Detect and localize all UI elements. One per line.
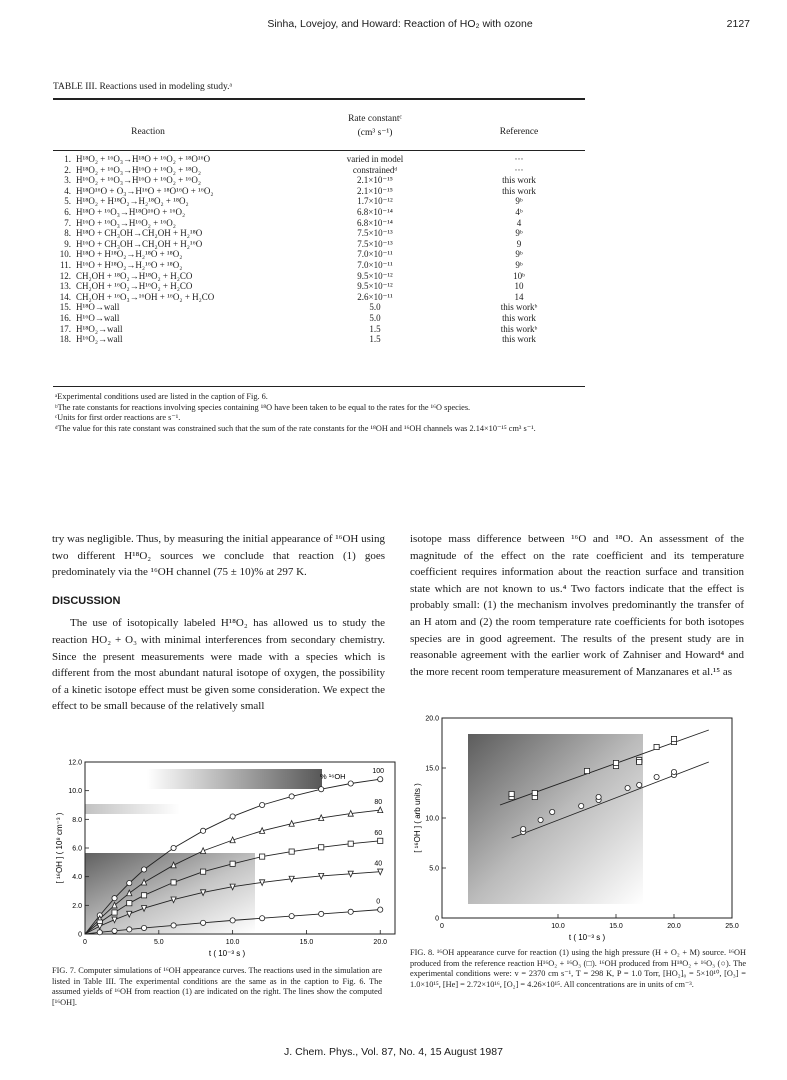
reference: 14	[514, 291, 524, 302]
table-row	[53, 249, 585, 260]
table-row	[53, 239, 585, 250]
reference: this workᵇ	[500, 323, 538, 334]
scan-shading	[468, 734, 643, 904]
row-number: 16.	[59, 312, 71, 323]
reference: ···	[514, 164, 524, 175]
x-tick-label: 5.0	[153, 939, 164, 946]
scan-shading	[85, 804, 180, 814]
x-tick-label: 15.0	[299, 939, 314, 946]
reaction: H¹⁸O₂ + ¹⁶O₃→H¹⁶O + ¹⁶O₂ + ¹⁸O₂	[76, 164, 201, 175]
x-tick-label: 10.0	[551, 923, 565, 930]
y-tick-label: 8.0	[72, 816, 82, 824]
page-number: 2127	[726, 18, 750, 30]
data-point	[200, 920, 205, 925]
x-axis-label: t ( 10⁻³ s )	[208, 949, 246, 958]
y-tick-label: 5.0	[429, 865, 439, 873]
reaction: H¹⁸O₂ + ¹⁶O₃→H¹⁸O + ¹⁶O₂ + ¹⁸O¹⁶O	[76, 154, 211, 164]
data-point	[200, 828, 205, 833]
series-label: 0	[376, 898, 381, 906]
table-rule	[53, 386, 585, 387]
data-point	[596, 794, 601, 799]
data-point	[112, 896, 117, 901]
reference: 9ᵇ	[515, 228, 523, 239]
reaction: H¹⁶O₂→wall	[76, 334, 123, 345]
reaction: H¹⁶O→wall	[76, 312, 120, 323]
y-tick-label: 0	[435, 915, 439, 923]
data-point	[378, 807, 383, 813]
legend-title: % ¹⁶OH	[320, 772, 346, 781]
y-tick-label: 20.0	[425, 715, 439, 723]
reaction: H¹⁸O + ¹⁶O₃→H¹⁸O¹⁶O + ¹⁶O₂	[76, 206, 186, 217]
rate-constant: 7.5×10⁻¹³	[357, 238, 393, 249]
data-point	[671, 769, 676, 774]
table-header	[53, 100, 585, 151]
table-row	[53, 292, 585, 303]
table-row	[53, 165, 585, 176]
data-point	[171, 923, 176, 928]
row-number: 1.	[64, 154, 71, 164]
x-tick-label: 20.0	[667, 923, 681, 930]
reaction: CH₂OH + ¹⁶O₂→H¹⁶O₂ + H₂CO	[76, 281, 193, 292]
reference: 10ᵇ	[513, 270, 525, 281]
rate-constant: varied in model	[346, 154, 404, 164]
data-point	[579, 803, 584, 808]
data-point	[654, 744, 659, 749]
data-point	[538, 817, 543, 822]
data-point	[378, 838, 383, 843]
data-point	[319, 845, 324, 850]
y-axis-label: [ ¹⁶OH ] ( 10⁸ cm⁻³ )	[55, 812, 64, 884]
fig8-caption: FIG. 8. ¹⁶OH appearance curve for reaction (1) using the high pressure (H + O₂ + M) source. ¹⁶OH produced from the reference reaction H¹⁶O₂ + ¹⁶O₃ (□). ¹⁶OH produced from H¹⁸O₂ + ¹⁶O₃ (○). The experimental conditions were: v = 2370 cm s⁻¹, T = 298 K, P = 1.0 Torr, [HO₂]₀ = 5×10¹⁰, [O₃] = 1.0×10¹⁵, [He] = 2.72×10¹⁶, [O₂] = 4.26×10¹⁵. All concentrations are in units of cm⁻³.	[410, 948, 746, 989]
rate-constant: 6.8×10⁻¹⁴	[357, 206, 393, 217]
rate-constant: 6.8×10⁻¹⁴	[357, 217, 393, 228]
y-tick-label: 15.0	[425, 765, 439, 773]
reference: this work	[502, 334, 536, 345]
row-number: 9.	[64, 238, 71, 249]
table-note: ᵇThe rate constants for reactions involving species containing ¹⁸O have been taken to be equal to the rates for the ¹⁶O species.	[55, 402, 471, 412]
table-row	[53, 334, 585, 345]
data-point	[625, 785, 630, 790]
col-header-rate: Rate constantᶜ	[348, 114, 402, 124]
table-row	[53, 196, 585, 207]
reaction: H¹⁶O + H¹⁸O₂→H₂¹⁶O + ¹⁸O₂	[76, 259, 183, 270]
y-axis-label: [ ¹⁶OH ] ( arb units )	[413, 783, 422, 853]
fig8-chart	[410, 708, 746, 948]
series-label: 100	[372, 768, 385, 776]
table-row	[53, 154, 585, 165]
table-note: ᵈThe value for this rate constant was constrained such that the sum of the rate constants for the ¹⁸OH and ¹⁶OH channels was 2.14×10⁻¹⁵ cm³ s⁻¹.	[55, 423, 536, 433]
series-label: 40	[374, 860, 383, 868]
rate-constant: 1.7×10⁻¹²	[357, 196, 393, 207]
table-row	[53, 324, 585, 335]
data-point	[319, 787, 324, 792]
rate-constant: 9.5×10⁻¹²	[357, 281, 393, 292]
data-point	[141, 867, 146, 872]
reference: this work	[502, 312, 536, 323]
row-number: 18.	[59, 334, 71, 345]
series-labels	[372, 768, 384, 905]
table-notes	[55, 392, 580, 434]
row-number: 2.	[64, 164, 71, 175]
reference: 9ᵇ	[515, 196, 523, 207]
data-point	[260, 802, 265, 807]
data-point	[127, 927, 132, 932]
y-tick-label: 2.0	[72, 902, 82, 910]
table-row	[53, 175, 585, 186]
y-tick-label: 0	[78, 931, 82, 939]
data-point	[230, 814, 235, 819]
rate-constant: 2.1×10⁻¹⁵	[357, 175, 393, 186]
reaction: H¹⁸O₂ + H¹⁸O₂→H₂¹⁸O₂ + ¹⁸O₂	[76, 196, 189, 207]
reaction: H¹⁸O + CH₃OH→CH₂OH + H₂¹⁸O	[76, 228, 203, 239]
rate-constant: 1.5	[369, 323, 381, 334]
row-number: 7.	[64, 217, 71, 228]
row-number: 3.	[64, 175, 71, 186]
data-point	[289, 849, 294, 854]
row-number: 15.	[59, 302, 71, 313]
data-point	[509, 791, 514, 796]
col-header-rate-units: (cm³ s⁻¹)	[357, 128, 393, 138]
col-header-reaction: Reaction	[131, 127, 165, 137]
table-row	[53, 260, 585, 271]
data-point	[260, 854, 265, 859]
data-point	[112, 928, 117, 933]
right-column	[410, 531, 744, 680]
data-point	[637, 759, 642, 764]
reference: this workᵇ	[500, 302, 538, 313]
y-tick-label: 10.0	[425, 815, 439, 823]
reference: ···	[514, 154, 524, 164]
reference: 10	[514, 281, 524, 292]
y-tick-label: 12.0	[68, 759, 82, 767]
row-number: 11.	[60, 259, 71, 270]
rate-constant: 1.5	[369, 334, 381, 345]
data-point	[637, 782, 642, 787]
reaction: H¹⁸O + H¹⁸O₂→H₂¹⁸O + ¹⁸O₂	[76, 249, 183, 260]
fig7-chart	[52, 756, 388, 962]
data-point	[378, 907, 383, 912]
x-tick-label: 0	[83, 939, 87, 946]
data-point	[584, 768, 589, 773]
rate-constant: 5.0	[369, 312, 381, 323]
data-point	[521, 826, 526, 831]
data-point	[378, 777, 383, 782]
data-point	[348, 909, 353, 914]
reference: 4	[516, 217, 522, 228]
rate-constant: 9.5×10⁻¹²	[357, 270, 393, 281]
left-column	[52, 531, 385, 715]
row-number: 10.	[59, 249, 71, 260]
series-label: 80	[374, 799, 383, 807]
y-tick-label: 10.0	[68, 788, 82, 796]
y-tick-label: 6.0	[72, 845, 82, 853]
row-number: 8.	[64, 228, 71, 239]
reaction: H¹⁸O₂→wall	[76, 323, 123, 334]
data-point	[171, 845, 176, 850]
data-point	[171, 880, 176, 885]
reaction: H¹⁸O¹⁶O + O₃→H¹⁶O + ¹⁸O¹⁶O + ¹⁶O₂	[76, 185, 214, 196]
table-body	[53, 151, 585, 345]
reaction: CH₂OH + ¹⁸O₂→H¹⁸O₂ + H₂CO	[76, 270, 193, 281]
data-point	[348, 781, 353, 786]
data-point	[141, 925, 146, 930]
reference: 4ᵇ	[515, 206, 523, 217]
rate-constant: 5.0	[369, 302, 381, 313]
reaction: H¹⁶O₂ + ¹⁶O₃→H¹⁶O + ¹⁶O₂ + ¹⁶O₂	[76, 175, 201, 186]
rate-constant: constrainedᵈ	[352, 164, 398, 175]
table-note: ᵃExperimental conditions used are listed in the caption of Fig. 6.	[55, 392, 268, 401]
reference: this work	[502, 185, 536, 196]
x-tick-label: 20.0	[373, 939, 388, 946]
rate-constant: 7.5×10⁻¹³	[357, 228, 393, 239]
col-header-reference: Reference	[499, 127, 539, 137]
data-point	[200, 869, 205, 874]
x-axis-label: t ( 10⁻³ s )	[568, 933, 606, 942]
table-row	[53, 281, 585, 292]
data-point	[613, 760, 618, 765]
paragraph: The use of isotopically labeled H¹⁸O₂ has allowed us to study the reaction HO₂ + O₃ with minimal interferences from secondary chemistry. Since the present measurements were made with a species which is different from the most abundant natural isotope of oxygen, the possibility of a kinetic isotope effect must be given some consideration. We expect the effect to be small because of the relatively small	[52, 617, 385, 713]
reaction: H¹⁸O→wall	[76, 302, 120, 313]
reference: 9	[516, 238, 522, 249]
table-row	[53, 271, 585, 282]
reaction: H¹⁶O + CH₃OH→CH₂OH + H₂¹⁶O	[76, 238, 203, 249]
reference: this work	[502, 175, 536, 186]
row-number: 6.	[64, 206, 71, 217]
rate-constant: 7.0×10⁻¹¹	[357, 249, 393, 260]
reference: 9ᵇ	[515, 259, 523, 270]
paragraph: try was negligible. Thus, by measuring the initial appearance of ¹⁶OH using two different H¹⁸O₂ sources we conclude that reaction (1) goes predominately via the ¹⁶OH channel (75 ± 10)% at 297 K.	[52, 533, 385, 579]
table-row	[53, 218, 585, 229]
x-tick-label: 25.0	[725, 923, 739, 930]
data-point	[289, 794, 294, 799]
table-row	[53, 207, 585, 218]
data-point	[654, 774, 659, 779]
table-row	[53, 186, 585, 197]
scan-shading	[147, 769, 322, 789]
data-point	[141, 893, 146, 898]
row-number: 12.	[59, 270, 71, 281]
data-point	[97, 930, 102, 935]
reaction: H¹⁶O + ¹⁶O₃→H¹⁶O₂ + ¹⁶O₂	[76, 217, 176, 228]
reference: 9ᵇ	[515, 249, 523, 260]
row-number: 17.	[59, 323, 71, 334]
row-number: 14.	[59, 291, 71, 302]
table-row	[53, 313, 585, 324]
data-point	[112, 910, 117, 915]
data-point	[671, 736, 676, 741]
x-tick-label: 15.0	[609, 923, 623, 930]
data-point	[260, 916, 265, 921]
data-point	[230, 861, 235, 866]
data-point	[127, 881, 132, 886]
table-caption: TABLE III. Reactions used in modeling study.ᵃ	[53, 82, 233, 92]
page-footer: J. Chem. Phys., Vol. 87, No. 4, 15 August 1987	[284, 1046, 503, 1058]
data-point	[127, 901, 132, 906]
reaction-table	[53, 98, 585, 345]
data-point	[319, 911, 324, 916]
row-number: 4.	[64, 185, 71, 196]
row-number: 13.	[59, 281, 71, 292]
data-point	[348, 841, 353, 846]
rate-constant: 2.6×10⁻¹¹	[357, 291, 393, 302]
data-point	[532, 790, 537, 795]
table-row	[53, 228, 585, 239]
data-point	[289, 913, 294, 918]
x-tick-label: 10.0	[225, 939, 240, 946]
table-row	[53, 302, 585, 313]
x-tick-label: 0	[440, 923, 444, 930]
series-label: 60	[374, 829, 383, 837]
reaction: CH₂OH + ¹⁶O₃→¹⁶OH + ¹⁶O₂ + H₂CO	[76, 291, 215, 302]
table-note: ᶜUnits for first order reactions are s⁻¹.	[55, 413, 181, 422]
data-point	[230, 918, 235, 923]
rate-constant: 2.1×10⁻¹⁵	[357, 185, 393, 196]
y-tick-label: 4.0	[72, 874, 82, 882]
running-title: Sinha, Lovejoy, and Howard: Reaction of HO₂ with ozone	[267, 18, 533, 30]
rate-constant: 7.0×10⁻¹¹	[357, 259, 393, 270]
fig7-caption: FIG. 7. Computer simulations of ¹⁶OH appearance curves. The reactions used in the simulation are listed in Table III. The experimental conditions are the same as in the caption to Fig. 6. The assumed yields of ¹⁶OH from reaction (1) are indicated on the right. The lines show the computed [¹⁶OH].	[52, 966, 382, 1007]
paragraph: isotope mass difference between ¹⁶O and ¹⁸O. An assessment of the magnitude of the effect on the rate coefficient and its temperature coefficient requires information about the reaction surface and transition state which are not known to us.⁴ Two factors indicate that the effect is probably small: (1) the mechanism involves predominantly the transfer of an H atom and (2) the room temperature rate coefficients for both isotopes species are in good agreement. The results of the present study are in reasonable agreement with the earlier work of Zahniser and Howard⁴ and the more recent room temperature measurement of Manzanares et al.¹⁵ as	[410, 533, 744, 678]
section-heading: DISCUSSION	[52, 594, 121, 607]
data-point	[550, 809, 555, 814]
row-number: 5.	[64, 196, 71, 207]
